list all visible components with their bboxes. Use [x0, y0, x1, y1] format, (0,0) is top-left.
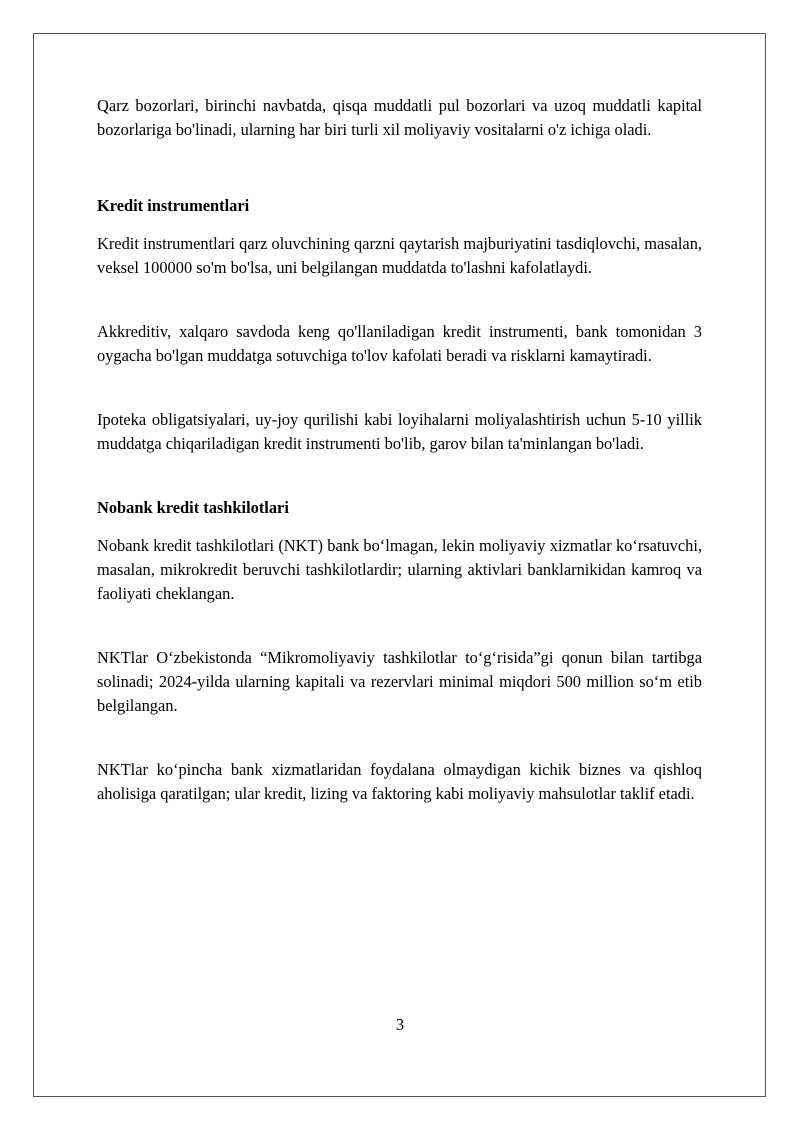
paragraph-mortgage-bonds: Ipoteka obligatsiyalari, uy-joy qurilishi kabi loyihalarni moliyalashtirish uchun 5-10 yillik muddatga chiqariladigan kredit instrumenti bo'lib, garov bilan ta'minlangan bo'ladi. — [97, 410, 702, 453]
paragraph-nonbank-target: NKTlar ko‘pincha bank xizmatlaridan foydalana olmaydigan kichik biznes va qishloq aholisiga qaratilgan; ular kredit, lizing va faktoring kabi moliyaviy mahsulotlar taklif etadi. — [97, 760, 702, 803]
paragraph-nonbank-definition: Nobank kredit tashkilotlari (NKT) bank bo‘lmagan, lekin moliyaviy xizmatlar ko‘rsatuvchi, masalan, mikrokredit beruvchi tashkilotlardir; ularning aktivlari banklarnikidan kamroq va faoliyati cheklangan. — [97, 536, 702, 603]
paragraph-nonbank-regulation: NKTlar O‘zbekistonda “Mikromoliyaviy tashkilotlar to‘g‘risida”gi qonun bilan tartibga solinadi; 2024-yilda ularning kapitali va rezervlari minimal miqdori 500 million so‘m etib belgilangan. — [97, 648, 702, 715]
page-number: 3 — [395, 1015, 405, 1034]
heading-credit-instruments: Kredit instrumentlari — [97, 196, 250, 215]
paragraph-credit-instruments: Kredit instrumentlari qarz oluvchining qarzni qaytarish majburiyatini tasdiqlovchi, masalan, veksel 100000 so'm bo'lsa, uni belgilangan muddatda to'lashni kafolatlaydi. — [97, 234, 702, 277]
document-body — [97, 94, 702, 806]
paragraph-letter-of-credit: Akkreditiv, xalqaro savdoda keng qo'llaniladigan kredit instrumenti, bank tomonidan 3 oygacha bo'lgan muddatga sotuvchiga to'lov kafolati beradi va risklarni kamaytiradi. — [97, 322, 702, 365]
paragraph-debt-markets: Qarz bozorlari, birinchi navbatda, qisqa muddatli pul bozorlari va uzoq muddatli kapital bozorlariga bo'linadi, ularning har biri turli xil moliyaviy vositalarni o'z ichiga oladi. — [97, 96, 702, 139]
heading-nonbank-credit-organizations: Nobank kredit tashkilotlari — [97, 498, 289, 517]
